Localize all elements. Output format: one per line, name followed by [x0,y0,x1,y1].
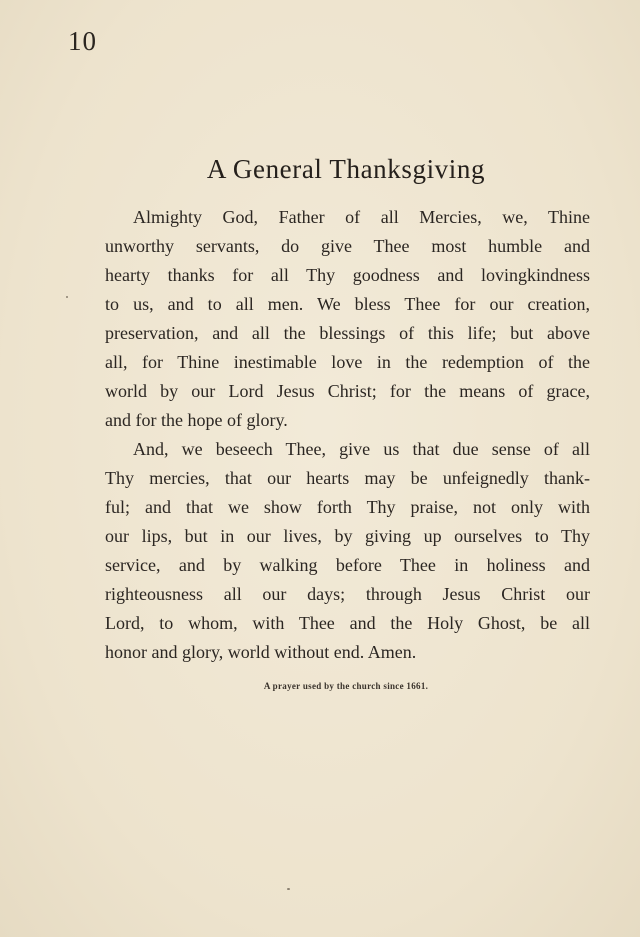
text-line: Almighty God, Father of all Mercies, we, Thine [133,207,590,227]
page-title: A General Thanksgiving [206,154,486,184]
text-line: and for the hope of glory. [105,410,288,430]
text-line: And, we beseech Thee, give us that due sense of all [133,439,590,459]
text-line: service, and by walking before Thee in holiness and [105,555,590,575]
paragraph-2 [105,435,590,667]
page-number: 10 [68,26,97,56]
text-line: our lips, but in our lives, by giving up ourselves to Thy [105,526,590,546]
text-line: Thy mercies, that our hearts may be unfeignedly thank- [105,468,590,488]
text-line: preservation, and all the blessings of this life; but above [105,323,590,343]
text-line: honor and glory, world without end. Amen. [105,642,417,662]
paper-speck [66,296,68,298]
text-line: all, for Thine inestimable love in the redemption of the [105,352,590,372]
text-line: unworthy servants, do give Thee most humble and [105,236,590,256]
text-line: to us, and to all men. We bless Thee for our creation, [105,294,590,314]
text-line: ful; and that we show forth Thy praise, not only with [105,497,590,517]
text-line: world by our Lord Jesus Christ; for the means of grace, [105,381,590,401]
prayer-body [105,203,590,667]
attribution-note: A prayer used by the church since 1661. [263,681,429,691]
text-line: hearty thanks for all Thy goodness and lovingkindness [105,265,590,285]
text-line: righteousness all our days; through Jesus Christ our [105,584,590,604]
paper-speck [287,888,290,890]
paragraph-1 [105,203,590,435]
text-line: Lord, to whom, with Thee and the Holy Ghost, be all [105,613,590,633]
